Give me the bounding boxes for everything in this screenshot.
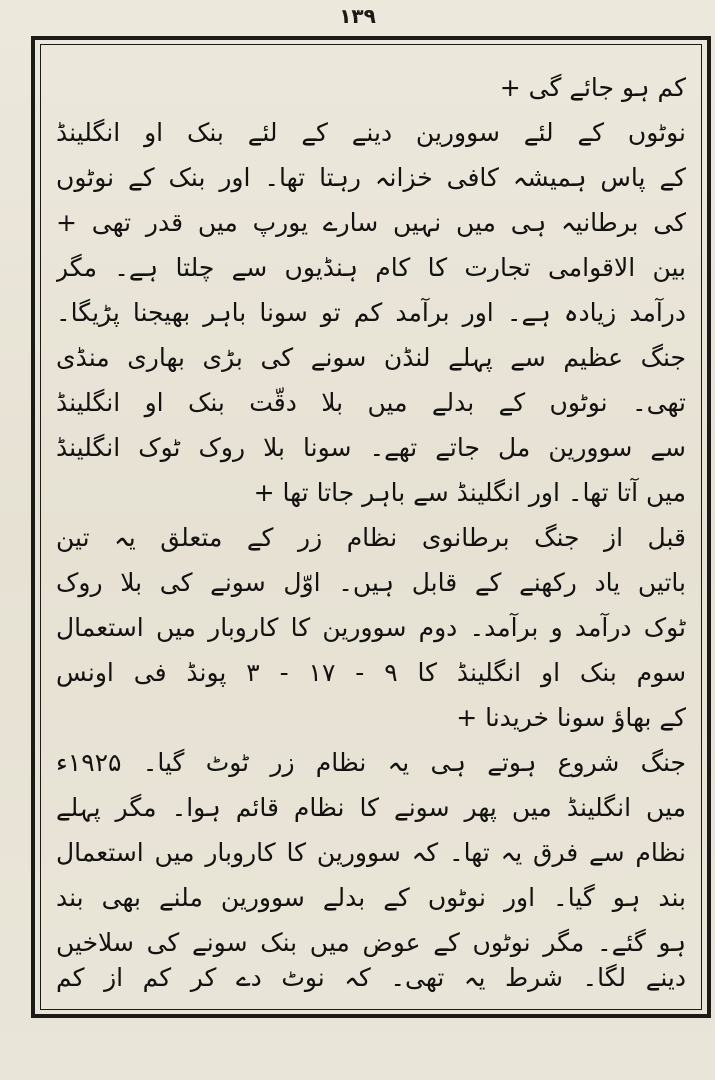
urdu-text-body <box>56 60 686 1000</box>
text-line: ٹوک درآمد و برآمد۔ دوم سوورین کا کاروبار میں استعمال <box>56 613 686 642</box>
text-line: بند ہو گیا۔ اور نوٹوں کے بدلے سوورین ملنے بھی بند <box>56 883 686 912</box>
text-line: نوٹوں کے لئے سوورین دینے کے لئے بنک او انگلینڈ <box>56 118 686 147</box>
text-line: جنگ شروع ہوتے ہی یہ نظام زر ٹوٹ گیا۔ ۱۹۲۵ء <box>56 748 686 777</box>
text-line: کے پاس ہمیشہ کافی خزانہ رہتا تھا۔ اور بنک کے نوٹوں <box>56 163 686 192</box>
text-line: کے بھاؤ سونا خریدنا + <box>456 703 686 732</box>
page-number: ۱۳۹ <box>339 4 376 28</box>
text-line: میں آتا تھا۔ اور انگلینڈ سے باہر جاتا تھا + <box>253 478 686 507</box>
text-line: بین الاقوامی تجارت کا کام ہنڈیوں سے چلتا ہے۔ مگر <box>56 253 686 282</box>
text-line: تھی۔ نوٹوں کے بدلے میں بلا دقّت بنک او انگلینڈ <box>56 388 686 417</box>
text-line: ہو گئے۔ مگر نوٹوں کے عوض میں بنک سونے کی سلاخیں <box>56 928 686 957</box>
text-line: قبل از جنگ برطانوی نظام زر کے متعلق یہ تین <box>56 523 686 552</box>
text-line: سے سوورین مل جاتے تھے۔ سونا بلا روک ٹوک انگلینڈ <box>56 433 686 462</box>
text-line: دینے لگا۔ شرط یہ تھی۔ کہ نوٹ دے کر کم از کم <box>56 963 686 992</box>
text-line: باتیں یاد رکھنے کے قابل ہیں۔ اوّل سونے کی بلا روک <box>56 568 686 597</box>
text-line: جنگ عظیم سے پہلے لنڈن سونے کی بڑی بھاری منڈی <box>56 343 686 372</box>
text-line: نظام سے فرق یہ تھا۔ کہ سوورین کا کاروبار میں استعمال <box>56 838 686 867</box>
text-line: کی برطانیہ ہی میں نہیں سارے یورپ میں قدر تھی + <box>56 208 686 237</box>
text-line: درآمد زیادہ ہے۔ اور برآمد کم تو سونا باہر بھیجنا پڑیگا۔ <box>56 298 686 327</box>
text-line: کم ہو جائے گی + <box>499 73 686 102</box>
text-line: سوم بنک او انگلینڈ کا ۹ - ۱۷ - ۳ پونڈ فی اونس <box>56 658 686 687</box>
text-line: میں انگلینڈ میں پھر سونے کا نظام قائم ہوا۔ مگر پہلے <box>56 793 686 822</box>
